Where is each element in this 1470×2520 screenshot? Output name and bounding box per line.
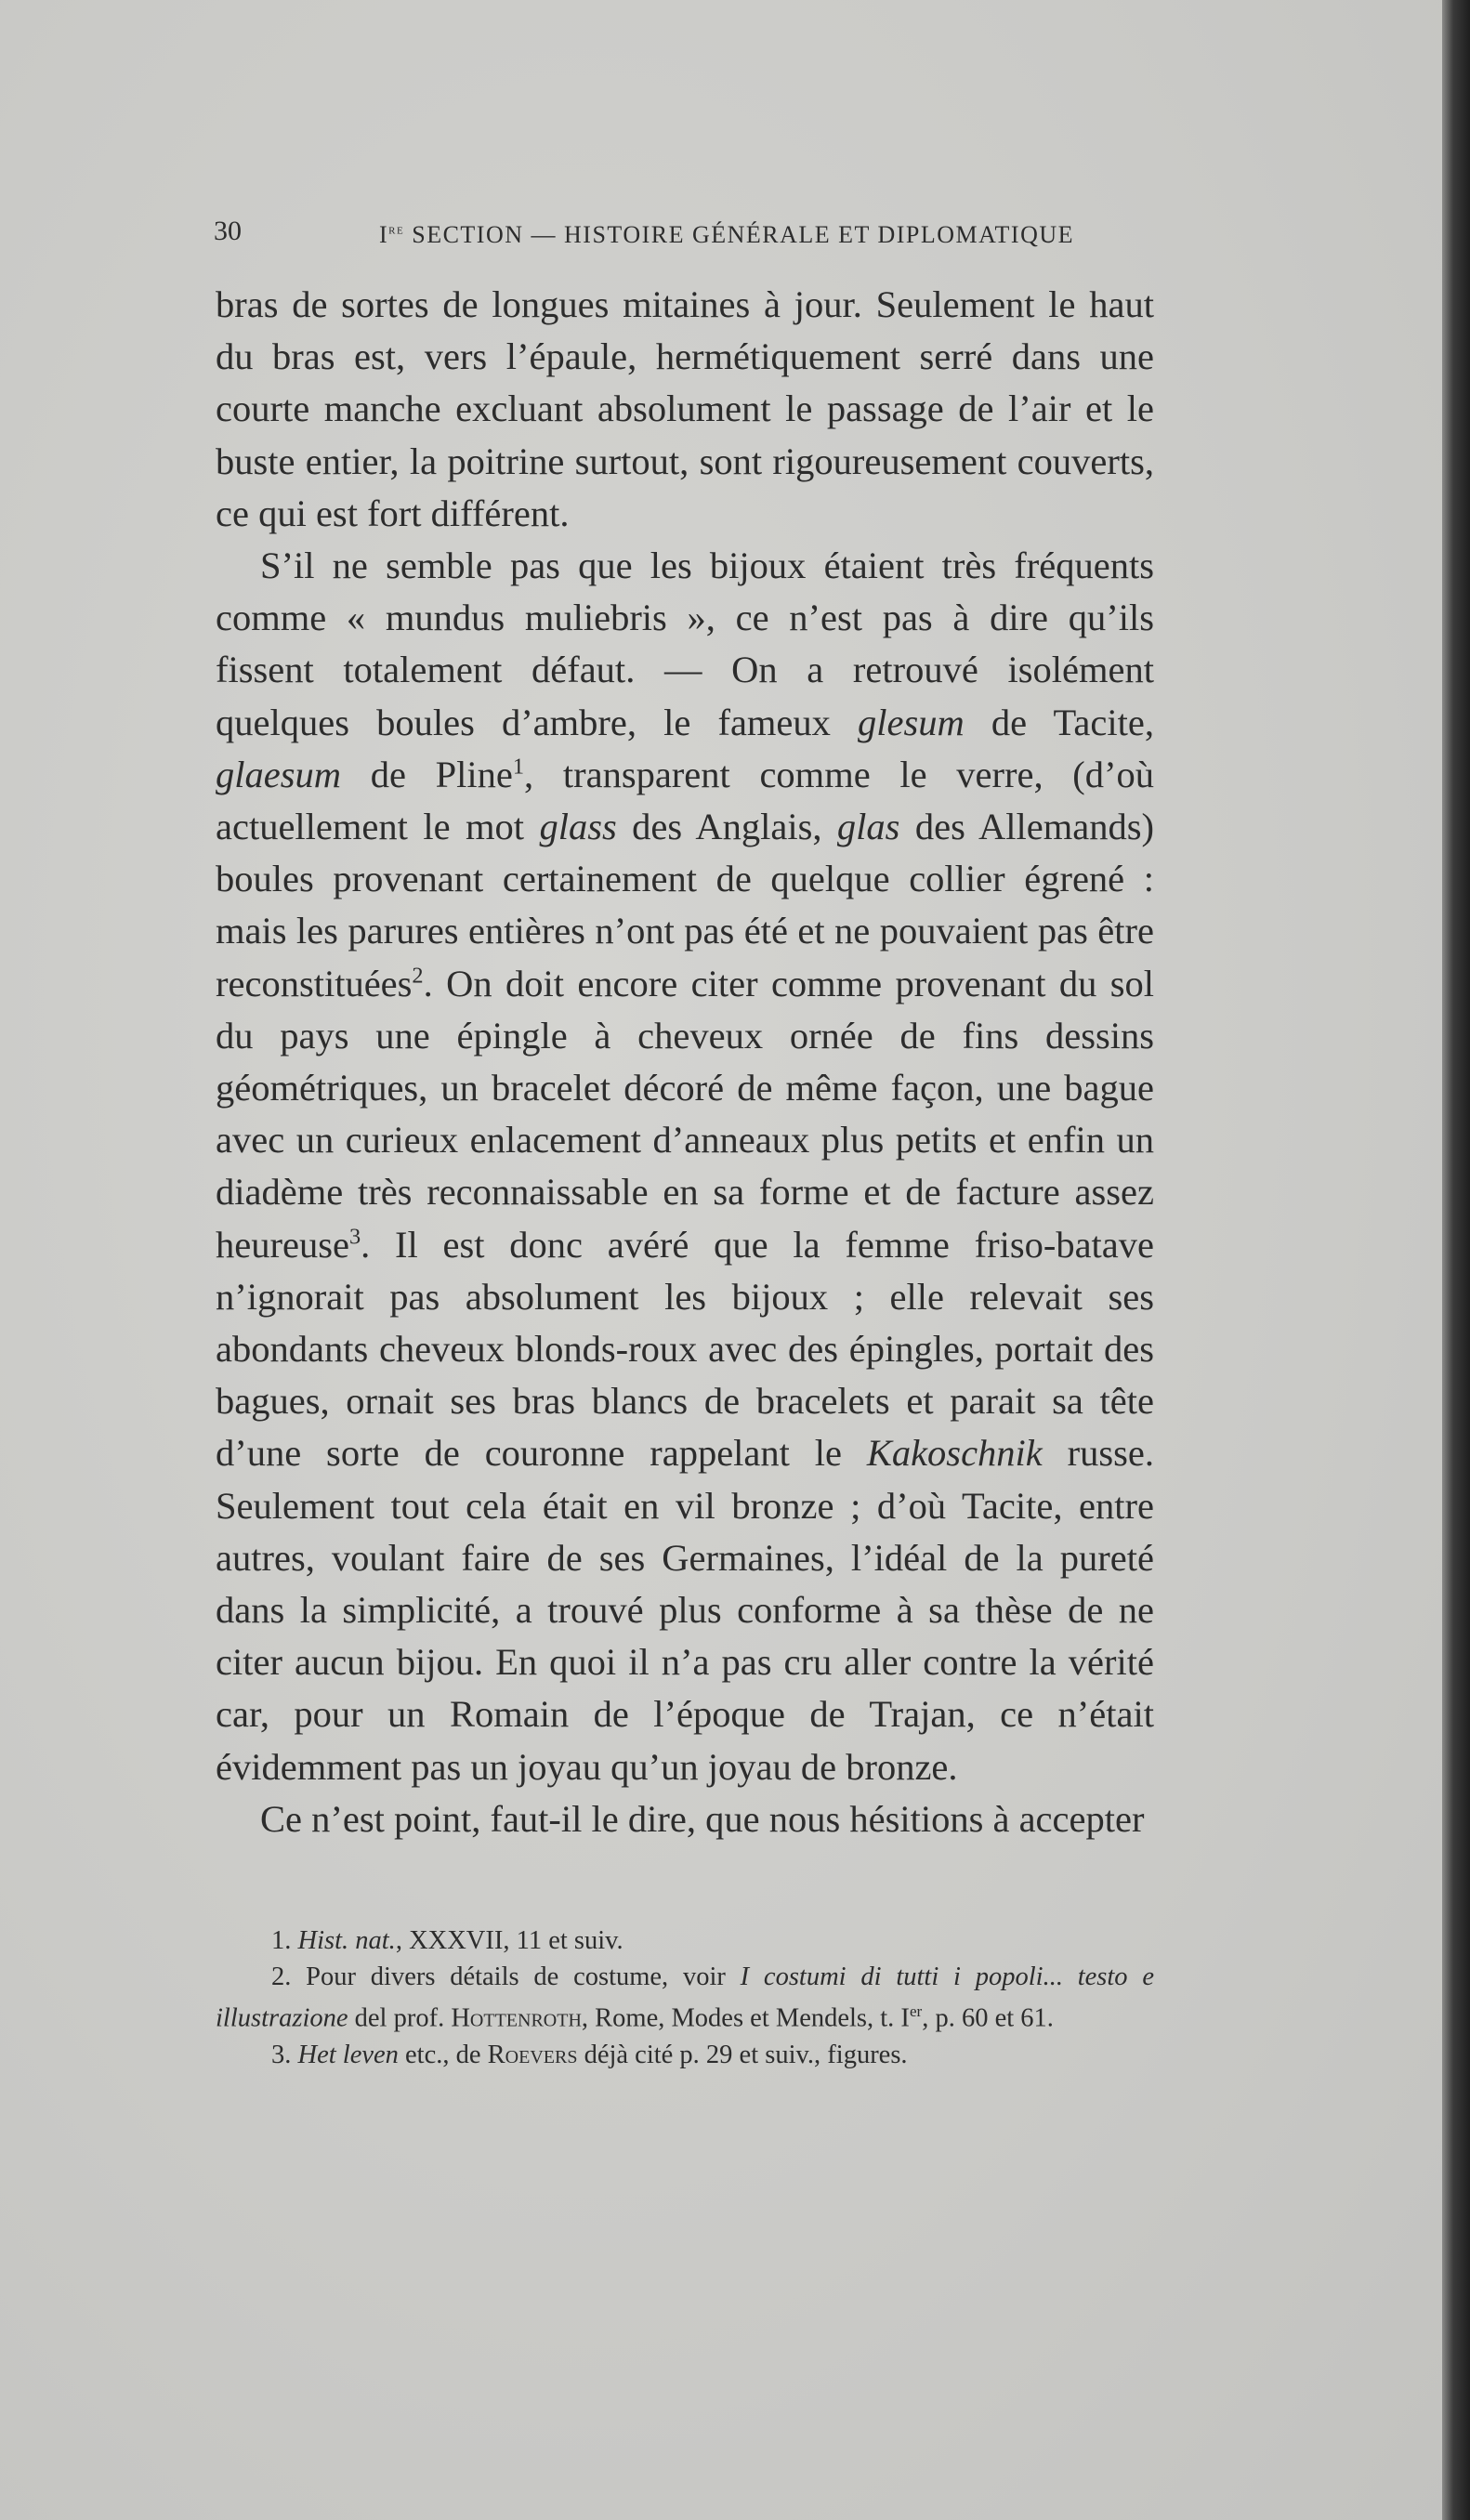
term-glaesum: glaesum [216,753,341,795]
p2-text-b: de Tacite, [964,701,1154,743]
footnote-2-sup: er [909,2002,923,2020]
p2-text-g: . On doit encore citer comme provenant du sol du pays une épingle à cheveux ornée de fins dessins géométriques, un bracelet décoré de même façon, une bague avec un curieux enlacement d’anneaux plus petits et enfin un diadème très reconnaissable en sa forme et de facture assez heureuse [216,962,1154,1266]
p3-text: Ce n’est point, faut-il le dire, que nous hésitions à accepter [260,1797,1145,1840]
p1-text: bras de sortes de longues mitaines à jour. Seulement le haut du bras est, vers l’épaule, hermétiquement serré dans une courte manche excluant absolument le passage de l’air et le buste entier, la poitrine surtout, sont rigoureusement couverts, ce qui est fort différent. [216,283,1154,534]
footnote-2-title: I costumi di tutti i popoli... testo e illustrazione [216,1962,1154,2033]
section-sup: re [388,221,405,238]
p2-text-c: de Pline [341,753,513,795]
p2-text-a: S’il ne semble pas que les bijoux étaient très fréquents comme « mundus muliebris », ce n’est pas à dire qu’ils fissent totalement défaut. — On a retrouvé isolément quelques boules d’ambre, le fameux [216,545,1154,743]
footnote-2-text-c: , Rome, Modes et Mendels, t. I [581,2003,910,2033]
footnote-1-text: , XXXVII, 11 et suiv. [395,1926,623,1955]
footnote-1-number: 1. [271,1926,292,1955]
footnote-2 [216,1960,1154,2036]
footnote-1-title: Hist. nat. [297,1926,396,1955]
footnote-3-text-b: déjà cité p. 29 et suiv., figures. [577,2040,908,2069]
term-glas: glas [836,806,900,848]
footnote-3 [216,2038,1154,2072]
term-glass: glass [539,806,617,848]
main-text [216,279,1154,1845]
p2-text-d: , transparent comme le verre, (d’où actuellement le mot [216,753,1155,848]
footnote-ref-1[interactable]: 1 [512,754,525,780]
p2-text-j: russe. Seulement tout cela était en vil bronze ; d’où Tacite, entre autres, voulant faire de ses Germaines, l’idéal de la pureté dans la simplicité, a trouvé plus conforme à sa thèse de ne citer aucun bijou. En quoi il n’a pas cru aller contre la vérité car, pour un Romain de l’époque de Trajan, ce n’était évidemment pas un joyau qu’un joyau de bronze. [216,1432,1154,1788]
paragraph-3 [216,1793,1154,1845]
footnote-2-text-a: Pour divers détails de costume, voir [291,1962,741,1991]
p2-text-h: . Il est donc avéré que la femme friso-batave n’ignorait pas absolument les bijoux ; elle relevait ses abondants cheveux blonds-roux avec des épingles, portait des bagues, ornait ses bras blancs de bracelets et parait sa tête d’une sorte de couronne rappelant le [216,1223,1154,1475]
footnote-ref-3[interactable]: 3 [348,1224,361,1250]
footnote-2-text-b: del prof. [348,2003,452,2033]
page-binding-edge [1442,0,1470,2520]
footnote-1 [216,1923,1154,1958]
section-prefix: I [379,221,389,248]
running-title [379,221,1074,249]
footnote-3-author: Roevers [487,2040,578,2069]
p2-text-f: des Allemands) boules provenant certainement de quelque collier égrené : mais les parures entières n’ont pas été et ne pouvaient pas être reconstituées [216,806,1154,1004]
footnotes [216,1923,1154,2074]
running-header [214,216,1152,253]
page-number: 30 [214,216,242,246]
footnote-2-author: Hottenroth [451,2003,582,2033]
paragraph-2 [216,540,1154,1793]
footnote-3-text-a: etc., de [398,2040,488,2069]
footnote-ref-2[interactable]: 2 [412,963,424,989]
term-kakoschnik: Kakoschnik [866,1432,1043,1475]
section-title: SECTION — HISTOIRE GÉNÉRALE ET DIPLOMATIQUE [404,221,1075,248]
footnote-3-number: 3. [271,2040,292,2069]
term-glesum: glesum [858,701,965,743]
paragraph-1 [216,279,1154,540]
p2-text-e: des Anglais, [616,806,837,848]
footnote-3-title: Het leven [297,2040,399,2069]
footnote-2-number: 2. [271,1962,292,1991]
footnote-2-text-d: , p. 60 et 61. [922,2003,1054,2033]
